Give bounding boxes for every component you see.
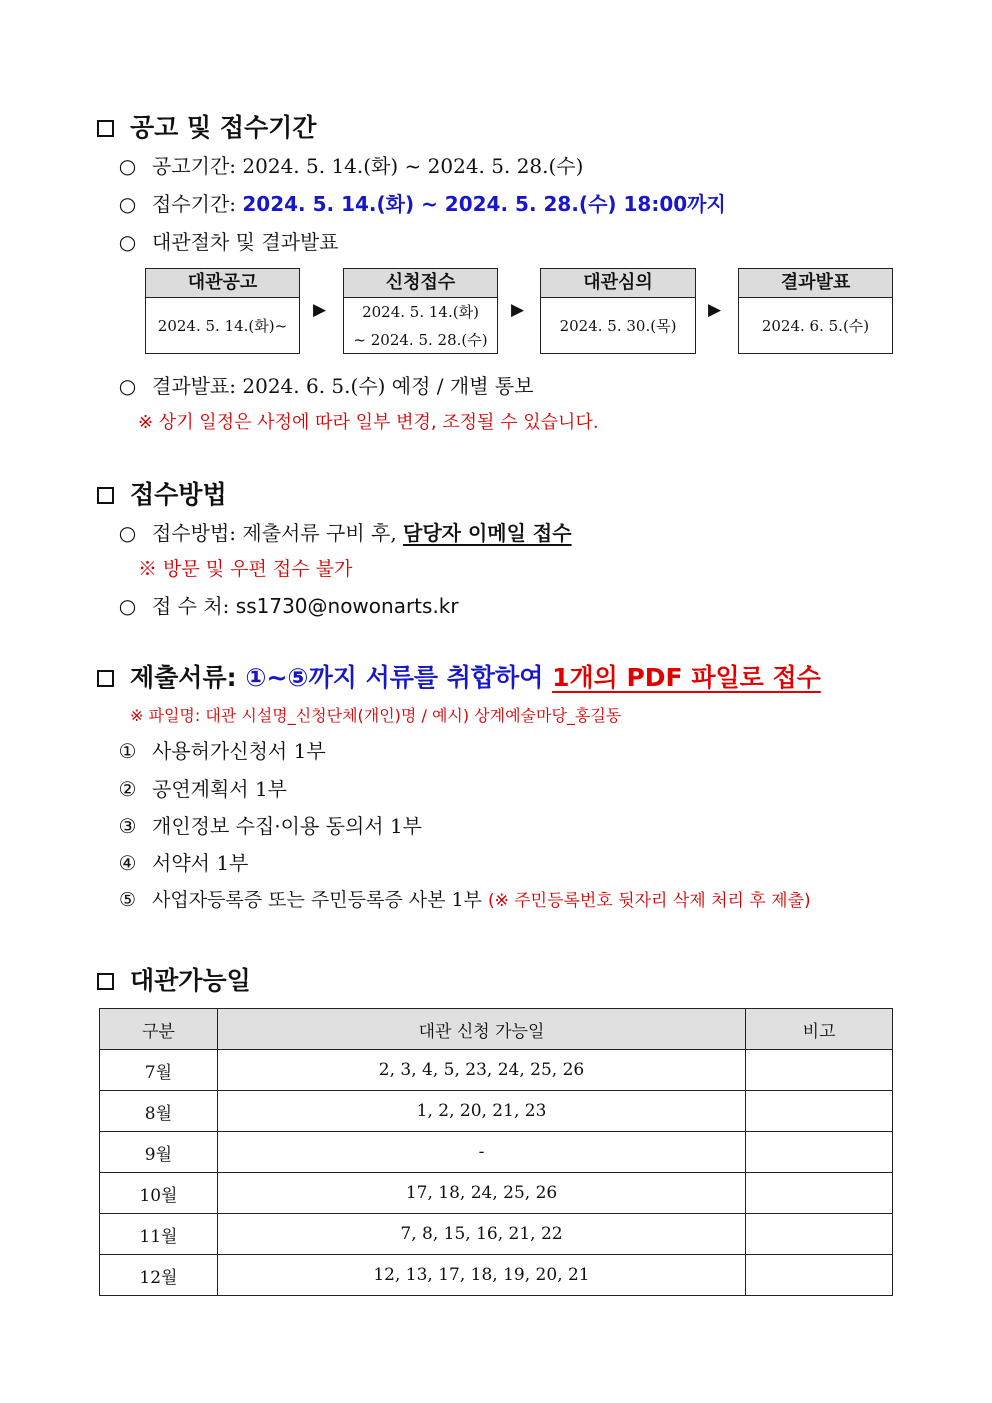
procedure-line: ○ 대관절차 및 결과발표 — [118, 230, 339, 254]
result-line: ○ 결과발표: 2024. 6. 5.(수) 예정 / 개별 통보 — [118, 374, 534, 398]
email-line: ○ 접 수 처: ss1730@nowonarts.kr — [118, 594, 459, 618]
document-item: ② 공연계획서 1부 — [118, 777, 288, 801]
step-title: 대관공고 — [146, 269, 299, 298]
table-row: 11월 7, 8, 15, 16, 21, 22 — [100, 1214, 893, 1255]
table-row: 8월 1, 2, 20, 21, 23 — [100, 1091, 893, 1132]
column-header: 비고 — [746, 1009, 893, 1050]
step-date: 2024. 5. 30.(목) — [559, 317, 677, 335]
table-header-row — [100, 1009, 893, 1050]
document-item: ① 사용허가신청서 1부 — [118, 739, 326, 763]
notice-period-line: ○ 공고기간: 2024. 5. 14.(화) ~ 2024. 5. 28.(수) — [118, 154, 584, 178]
filename-note: ※ 파일명: 대관 시설명_신청단체(개인)명 / 예시) 상계예술마당_홍길동 — [130, 706, 622, 725]
document-item: ④ 서약서 1부 — [118, 851, 249, 875]
section-title-available-dates: 대관가능일 — [97, 961, 251, 997]
schedule-change-note: ※ 상기 일정은 사정에 따라 일부 변경, 조정될 수 있습니다. — [138, 412, 599, 433]
section-title-period: 공고 및 접수기간 — [97, 108, 316, 144]
step-box-result — [738, 268, 893, 354]
arrow-right-icon: ▶ — [313, 300, 327, 320]
table-row: 7월 2, 3, 4, 5, 23, 24, 25, 26 — [100, 1050, 893, 1091]
circle-bullet-icon: ○ — [118, 230, 137, 254]
circle-bullet-icon: ○ — [118, 521, 137, 545]
step-title: 신청접수 — [344, 269, 497, 298]
table-row: 9월 - — [100, 1132, 893, 1173]
available-dates-table — [99, 1008, 893, 1296]
step-title: 결과발표 — [739, 269, 892, 298]
table-row: 10월 17, 18, 24, 25, 26 — [100, 1173, 893, 1214]
table-row: 12월 12, 13, 17, 18, 19, 20, 21 — [100, 1255, 893, 1296]
step-box-review — [540, 268, 696, 354]
step-box-application — [343, 268, 498, 354]
section-title-documents: 제출서류: ①~⑤까지 서류를 취합하여 1개의 PDF 파일로 접수 — [97, 658, 821, 694]
no-visit-note: ※ 방문 및 우편 접수 불가 — [138, 558, 353, 580]
checkbox-square-icon — [97, 487, 114, 504]
circle-bullet-icon: ○ — [118, 192, 137, 216]
arrow-right-icon: ▶ — [511, 300, 525, 320]
circle-bullet-icon: ○ — [118, 374, 137, 398]
step-date: 2024. 6. 5.(수) — [761, 317, 870, 335]
method-line: ○ 접수방법: 제출서류 구비 후, 담당자 이메일 접수 — [118, 521, 572, 545]
checkbox-square-icon — [97, 120, 114, 137]
step-box-notice — [145, 268, 300, 354]
step-date: 2024. 5. 14.(화) — [362, 303, 479, 321]
checkbox-square-icon — [97, 973, 114, 990]
step-date: 2024. 5. 14.(화)~ — [157, 317, 288, 335]
column-header: 구분 — [100, 1009, 218, 1050]
circle-bullet-icon: ○ — [118, 154, 137, 178]
column-header: 대관 신청 가능일 — [217, 1009, 745, 1050]
section-title-method: 접수방법 — [97, 475, 227, 511]
checkbox-square-icon — [97, 670, 114, 687]
step-date: ~ 2024. 5. 28.(수) — [353, 331, 488, 349]
arrow-right-icon: ▶ — [708, 300, 722, 320]
document-item: ③ 개인정보 수집·이용 동의서 1부 — [118, 814, 422, 838]
document-item: ⑤ 사업자등록증 또는 주민등록증 사본 1부 (※ 주민등록번호 뒷자리 삭제 처리 후 제출) — [118, 889, 811, 911]
receipt-period-line: ○ 접수기간: 2024. 5. 14.(화) ~ 2024. 5. 28.(수) 18:00까지 — [118, 192, 726, 216]
step-title: 대관심의 — [541, 269, 695, 298]
circle-bullet-icon: ○ — [118, 594, 137, 618]
